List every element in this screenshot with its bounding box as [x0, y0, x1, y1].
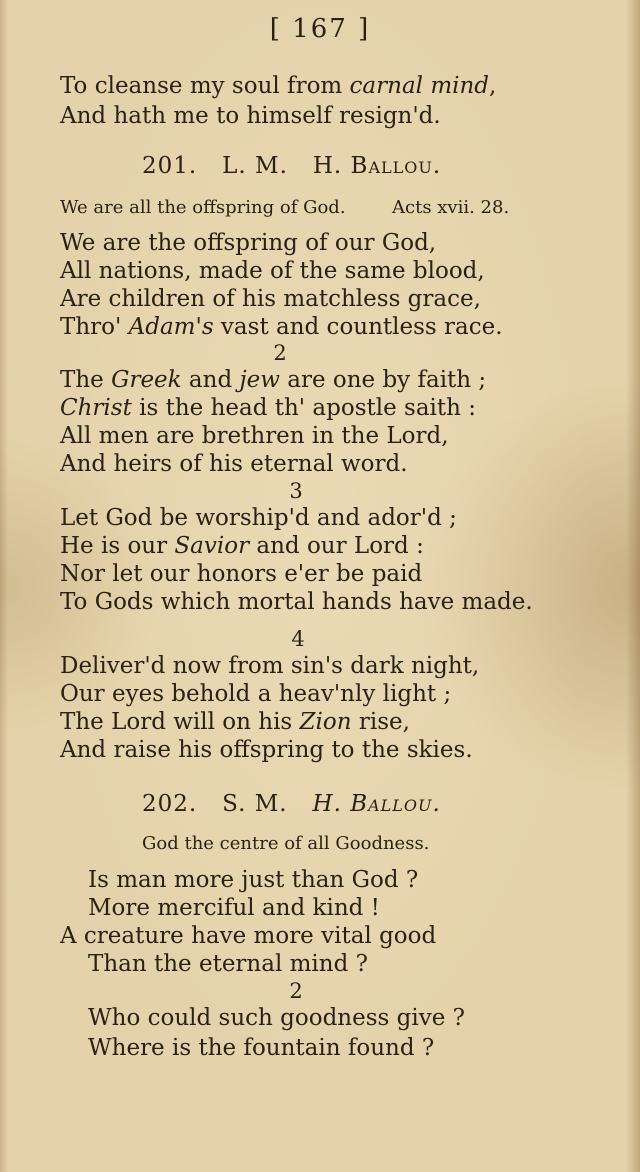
hymn-201-s4-line-4: And raise his offspring to the skies.: [60, 737, 473, 763]
hymn-meter: S. M.: [222, 791, 288, 817]
page-right-shadow: [626, 0, 640, 1172]
hymn-number: 201.: [142, 153, 198, 179]
hymn-202-header: [142, 790, 441, 818]
hymn-202-epigraph: God the centre of all Goodness.: [142, 833, 430, 854]
hymn-201-s4-line-2: Our eyes behold a heav'nly light ;: [60, 681, 452, 707]
stanza-number-3: 3: [289, 479, 303, 503]
stanza-number-2b: 2: [289, 979, 303, 1003]
hymn-201-s3-line-3: Nor let our honors e'er be paid: [60, 561, 423, 587]
hymn-201-s2-line-2: Christ is the head th' apostle saith :: [60, 395, 477, 421]
hymn-201-epigraph: We are all the offspring of God.: [60, 197, 346, 218]
opening-line-2: And hath me to himself resign'd.: [60, 103, 441, 129]
hymn-202-s1-line-3: A creature have more vital good: [60, 923, 437, 949]
hymn-201-s3-line-1: Let God be worship'd and ador'd ;: [60, 505, 457, 531]
hymn-201-s1-line-3: Are children of his matchless grace,: [60, 286, 481, 312]
page-number: [ 167 ]: [269, 14, 371, 44]
stanza-number-2: 2: [273, 341, 287, 365]
hymn-202-s2-line-1: Who could such goodness give ?: [88, 1005, 465, 1031]
hymn-201-s1-line-1: We are the offspring of our God,: [60, 230, 437, 256]
opening-line-1: To cleanse my soul from carnal mind,: [60, 73, 497, 99]
hymn-author: H. Ballou.: [312, 153, 442, 179]
stanza-number-4: 4: [291, 627, 305, 651]
hymn-202-s1-line-2: More merciful and kind !: [88, 895, 380, 921]
hymn-202-s1-line-4: Than the eternal mind ?: [88, 951, 368, 977]
hymn-201-s2-line-4: And heirs of his eternal word.: [60, 451, 408, 477]
hymn-202-s2-line-2: Where is the fountain found ?: [88, 1035, 435, 1061]
hymn-201-s1-line-4: Thro' Adam's vast and countless race.: [60, 314, 503, 340]
hymn-201-header: [142, 152, 441, 180]
hymn-201-s4-line-1: Deliver'd now from sin's dark night,: [60, 653, 480, 679]
hymn-201-s1-line-2: All nations, made of the same blood,: [60, 258, 485, 284]
hymn-201-s2-line-3: All men are brethren in the Lord,: [60, 423, 449, 449]
hymn-202-s1-line-1: Is man more just than God ?: [88, 867, 419, 893]
hymn-number: 202.: [142, 791, 198, 817]
hymn-201-s2-line-1: The Greek and jew are one by faith ;: [60, 367, 487, 393]
hymn-201-s3-line-4: To Gods which mortal hands have made.: [60, 589, 533, 615]
hymn-201-s4-line-3: The Lord will on his Zion rise,: [60, 709, 410, 735]
hymn-author: H. Ballou.: [312, 791, 441, 817]
hymn-201-s3-line-2: He is our Savior and our Lord :: [60, 533, 424, 559]
hymn-meter: L. M.: [222, 153, 288, 179]
hymn-201-reference: Acts xvii. 28.: [392, 197, 510, 218]
page-left-shadow: [0, 0, 8, 1172]
